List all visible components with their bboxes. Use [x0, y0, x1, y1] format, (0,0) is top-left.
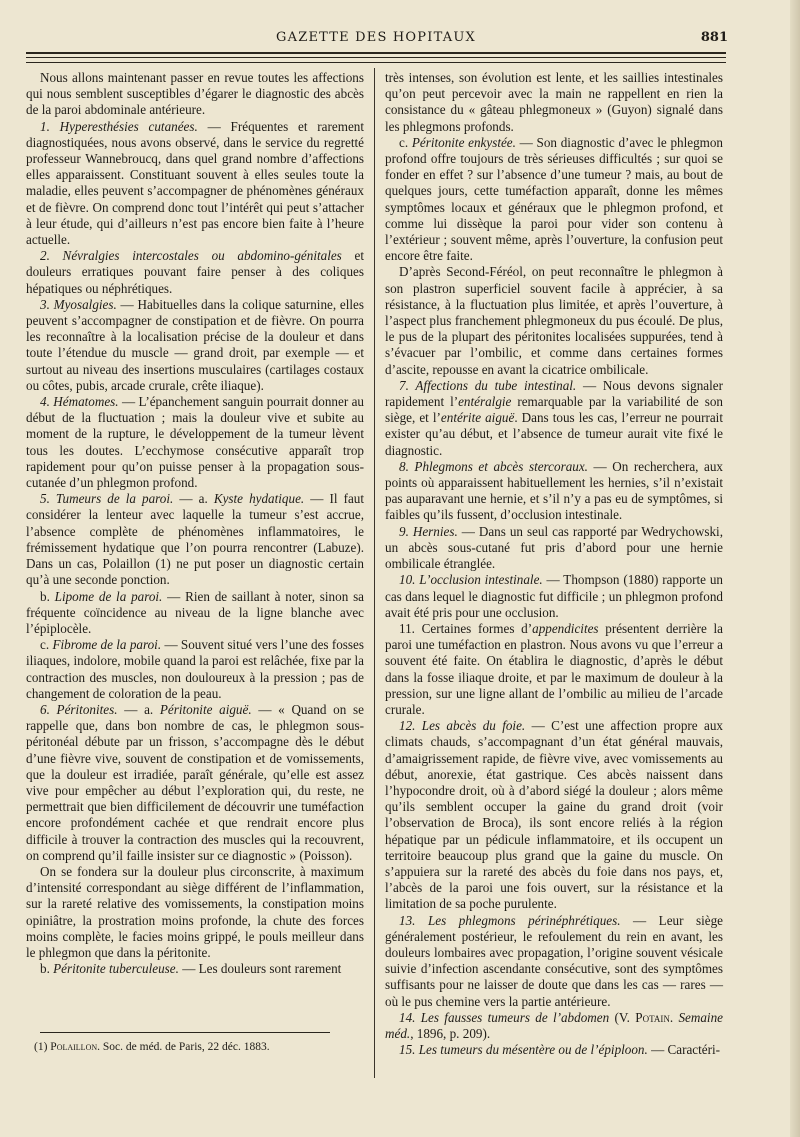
journal-title: GAZETTE DES HOPITAUX: [276, 30, 476, 45]
left-column: [26, 70, 364, 977]
section-label: 4. Hématomes.: [40, 394, 119, 410]
header-rule-thin: [26, 57, 726, 58]
section-hematomes: 4. Hématomes. — L’épanchement sanguin pourrait donner au début de la fluctuation ; mais la douleur vive et subite au moment de la rupture, le développement de la tumeur lèvent tous les doutes. L’ecchymose consécutive apparaît trop rapidement pour qu’on puisse penser à la propagation sous-cutanée d’un phlegmon profond.: [26, 394, 365, 491]
section-appendicites: 11. Certaines formes d’appendicites présentent derrière la paroi une tuméfaction en plastron. Nous avons vu que l’erreur a souvent été faite. On établira le diagnostic, d’après le début dans la fosse iliaque droite, et par le maximum de douleur à la pression, sur une ligne allant de l’ombilic au milieu de l’arcade crurale.: [385, 620, 723, 717]
section-perinephretiques: 13. Les phlegmons périnéphrétiques. — Leur siège généralement postérieur, le refoulement du rein en avant, les douleurs lombaires avec propagation, l’origine souvent vésicale suivie d’infection ascendante consécutive, sont des symptômes suffisants pour ne laisser de doute que dans les cas — rares — où le pus chemine vers la partie antérieure.: [385, 912, 723, 1009]
header-rule: [26, 52, 726, 54]
section-mesentere: 15. Les tumeurs du mésentère ou de l’épiploon. — Caractéri-: [399, 1042, 721, 1058]
section-phlegmons-stercoraux: 8. Phlegmons et abcès stercoraux. — On recherchera, aux points où apparaissent habituellement les hernies, s’il n’existait pas auparavant une hernie, et s’il n’y a pas eu de symptômes, si faibles qu’ils fussent, d’occlusion intestinale.: [385, 458, 723, 523]
section-peritonites: 6. Péritonites. — a. Péritonite aiguë. — « Quand on se rappelle que, dans bon nombre de cas, le phlegmon sous-péritonéal débute par un frisson, s’accompagne dès le début d’une fièvre vive, souvent de constipation et de vomissements, que la douleur est irradiée, paraît générale, qu’elle est assez vive pour empêcher au début l’exploration qui, du reste, ne permettrait que bien difficilement de découvrir une tuméfaction encore profondément cachée et que rendrait encore plus difficile à trouver la contraction des muscles qui la recouvrent, on comprend qu’il faille insister sur ce diagnostic » (Poisson).: [26, 701, 364, 863]
header-rule-thin-2: [26, 62, 726, 63]
page-header: [26, 28, 726, 48]
section-hernies: 9. Hernies. — Dans un seul cas rapporté par Wedrychowski, un abcès sous-cutané fut pris d’abord pour une hernie ombilicale étranglée.: [385, 523, 723, 572]
section-label: 2. Névralgies intercostales ou abdomino-génitales: [40, 248, 342, 264]
section-myosalgies: 3. Myosalgies. — Habituelles dans la colique saturnine, elles peuvent s’accompagner de constipation et de fièvre. On pourra les reconnaître à la localisation précise de la douleur et dans toute l’étendue du muscle — grand droit, par exemple — et surtout au niveau des insertions musculaires (cartilages costaux ou côtes, pubis, arcade crurale, crête iliaque).: [26, 296, 365, 393]
continued-paragraph: très intenses, son évolution est lente, et les saillies intestinales qu’on peut percevoir avec la main ne rappellent en rien la consistance du « gâteau phlegmoneux » (Guyon) signalé dans les phlegmons profonds.: [385, 70, 723, 134]
section-label: 6. Péritonites.: [40, 701, 118, 717]
intro-paragraph: Nous allons maintenant passer en revue toutes les affections qui nous semblent susceptibles d’égarer le diagnostic des abcès de la paroi abdominale antérieure.: [26, 70, 364, 118]
section-nevralgies: 2. Névralgies intercostales ou abdomino-génitales et douleurs erratiques pouvant faire penser à des coliques hépatiques ou néphrétiques.: [26, 248, 364, 296]
subsection-fibrome: c. Fibrome de la paroi. — Souvent situé vers l’une des fosses iliaques, indolore, mobile quand la paroi est relâchée, fixe par la contraction des muscles, non douloureux à la pression ; pas de changement de coloration de la peau.: [26, 637, 364, 701]
page-number: 881: [700, 30, 728, 45]
column-divider: [374, 68, 375, 1078]
subsection-peritonite-tuberculeuse: b. Péritonite tuberculeuse. — Les douleurs sont rarement: [40, 961, 342, 977]
page-edge: [790, 0, 800, 1137]
paragraph-second-fereol: D’après Second-Féréol, on peut reconnaître le phlegmon à son plastron superficiel souvent facile à apprécier, à sa résistance, à la fluctuation plus limitée, et après l’ouverture, à l’aspect plus franchement phlegmoneux du pus écoulé. De plus, le pus de la plupart des péritonites localisées suppurées, tend à s’évacuer par l’ombilic, et comme dans certaines formes d’ascite, repousse en avant la cicatrice ombilicale.: [385, 264, 723, 377]
paragraph-diagnostic: On se fondera sur la douleur plus circonscrite, à maximum d’intensité correspondant au siège différent de l’inflammation, sur la rareté relative des vomissements, la constipation moins opiniâtre, la prostration moins profonde, la chute des forces moins complète, le facies moins grippé, le pouls meilleur dans le phlegmon que dans la péritonite.: [26, 863, 364, 960]
section-abces-foie: 12. Les abcès du foie. — C’est une affection propre aux climats chauds, s’accompagnant d’un état général mauvais, d’amaigrissement rapide, de fièvre vive, avec vomissements au début, anorexie, état gastrique. Ces abcès naissent dans l’hypocondre droit, où à d’abord siégé la douleur ; alors même qu’ils semblent occuper la gaine du grand droit (voir l’observation de Broca), ils sont encore reliés à la région hépatique par un pédicule inflammatoire, et ils occupent un territoire beaucoup plus grand que la gaine du muscle. On s’appuiera sur la rareté des abcès du foie dans nos pays, et, l’abcès de la paroi une fois ouvert, sur la résistance et la limitation de sa poche purulente.: [385, 718, 723, 912]
footnote: (1) Polaillon. Soc. de méd. de Paris, 22 déc. 1883.: [34, 1041, 270, 1053]
section-label: 5. Tumeurs de la paroi.: [40, 491, 174, 507]
footnote-rule: [40, 1032, 330, 1033]
section-tumeurs-paroi: 5. Tumeurs de la paroi. — a. Kyste hydatique. — Il faut considérer la lenteur avec laquelle la tumeur s’est accrue, l’absence complète de phénomènes inflammatoires, le frémissement hydatique que l’on pourra rencontrer (Labuze). Dans un cas, Polaillon (1) ne put poser un diagnostic certain qu’à une seconde ponction.: [26, 491, 365, 588]
section-fausses-tumeurs: 14. Les fausses tumeurs de l’abdomen (V. Potain. Semaine méd., 1896, p. 209).: [385, 1009, 723, 1041]
subsection-lipome: b. Lipome de la paroi. — Rien de saillant à noter, sinon sa fréquente coïncidence au niveau de la ligne blanche avec l’épiplocèle.: [26, 588, 365, 636]
section-label: 3. Myosalgies.: [40, 296, 117, 312]
right-column: [385, 70, 723, 1058]
subsection-peritonite-enkystee: c. Péritonite enkystée. — Son diagnostic d’avec le phlegmon profond offre toujours de très sérieuses difficultés ; sur quoi se fonder en effet ? sur l’absence d’une tumeur ? mais, au bout de quelques jours, cette tuméfaction apparaît, donne les mêmes symptômes locaux et généraux que le phlegmon profond, et comme lui dissèque la paroi pour vider son contenu à l’extérieur ; souvent même, après l’ouverture, la confusion peut encore être faite.: [385, 134, 723, 264]
section-occlusion: 10. L’occlusion intestinale. — Thompson (1880) rapporte un cas dans lequel le diagnostic fut difficile ; un phlegmon profond avait été pris pour une occlusion.: [385, 572, 723, 620]
section-label: 1. Hyperesthésies cutanées.: [40, 118, 198, 134]
section-hyperesthesies: 1. Hyperesthésies cutanées. — Fréquentes et rarement diagnostiquées, nous avons observé, dans le service du regretté professeur Wannebroucq, dans quel grand nombre d’affections elles apparaissent. Constituant souvent à elles seules toute la maladie, elles peuvent s’accompagner de phénomènes généraux et de fièvre. On comprend donc tout l’intérêt qui peut s’attacher à leur étude, qui d’ailleurs n’est pas encore bien faite à l’heure actuelle.: [26, 118, 364, 248]
section-tube-intestinal: 7. Affections du tube intestinal. — Nous devons signaler rapidement l’entéralgie remarquable par la variabilité de son siège, et l’entérite aiguë. Dans tous les cas, l’erreur ne pourrait exister qu’au début, et l’absence de tumeur aurait vite fixé le diagnostic.: [385, 377, 723, 458]
